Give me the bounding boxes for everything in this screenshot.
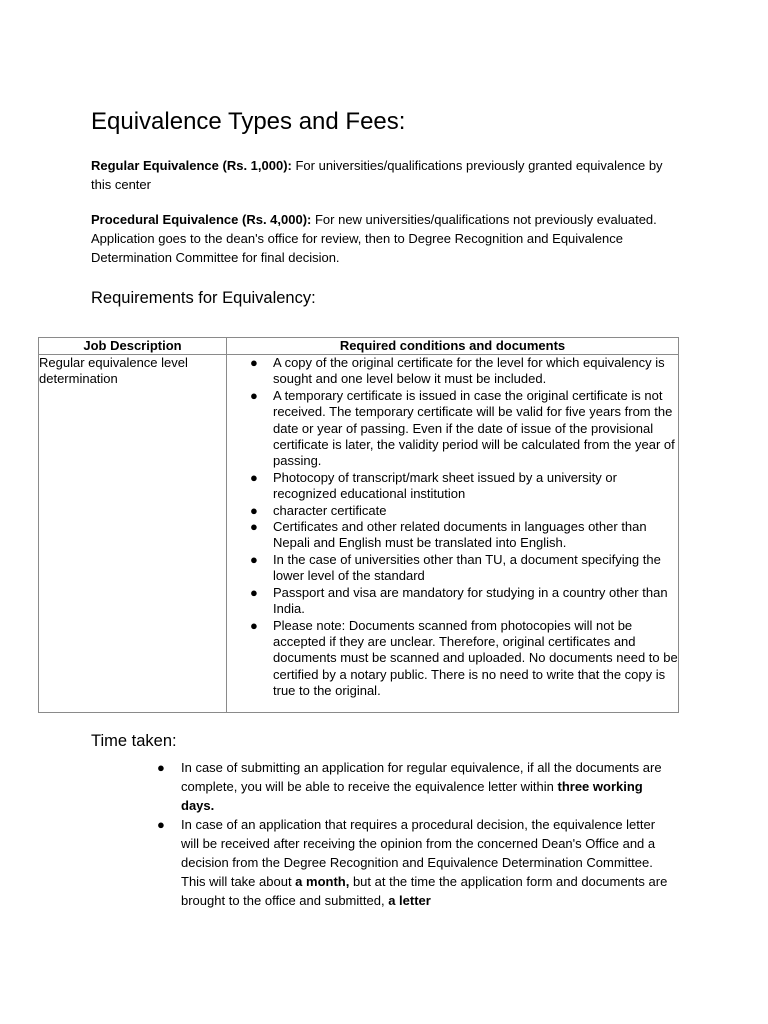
condition-text: Certificates and other related documents in languages other than Nepali and English must be translated into English. (273, 519, 647, 551)
requirements-table (38, 337, 679, 713)
list-item (227, 585, 678, 618)
bullet-icon: ● (250, 584, 258, 600)
requirements-heading: Requirements for Equivalency: (91, 289, 316, 307)
time-item-bold: a month, (295, 874, 350, 889)
time-taken-list (91, 758, 676, 910)
time-item-bold: three working days. (181, 779, 643, 813)
list-item (227, 470, 678, 503)
bullet-icon: ● (157, 817, 165, 832)
regular-equivalence-text: For universities/qualifications previously granted equivalence by this center (91, 158, 663, 192)
bullet-icon: ● (250, 551, 258, 567)
procedural-equivalence-text: For new universities/qualifications not previously evaluated. Application goes to the dean's office for review, then to Degree Recognition and Equivalence Determination Committee for final decision. (91, 212, 657, 265)
list-item (227, 552, 678, 585)
regular-equivalence-paragraph (91, 156, 671, 194)
list-item (227, 503, 678, 519)
condition-text: character certificate (273, 502, 387, 518)
time-item-bold-continued: a letter (388, 893, 431, 908)
bullet-icon: ● (157, 760, 165, 775)
table-row (39, 355, 679, 713)
bullet-icon: ● (250, 502, 258, 518)
conditions-list (227, 355, 678, 700)
table-header-row (39, 338, 679, 355)
list-item (227, 388, 678, 470)
list-item (227, 519, 678, 552)
condition-text: A temporary certificate is issued in case the original certificate is not received. The temporary certificate will be valid for five years from the date or year of passing. Even if the date of issue of the provisional certificate is later, the validity period will be calculated from the year of passing. (273, 387, 675, 469)
time-taken-heading: Time taken: (91, 732, 177, 750)
regular-equivalence-label: Regular Equivalence (Rs. 1,000): (91, 158, 292, 173)
list-item (91, 758, 676, 815)
page-title: Equivalence Types and Fees: (91, 108, 406, 135)
list-item (227, 618, 678, 700)
procedural-equivalence-paragraph (91, 210, 671, 267)
table-header-required-conditions: Required conditions and documents (227, 338, 679, 355)
job-description-cell: Regular equivalence level determination (39, 355, 227, 713)
conditions-cell (227, 355, 679, 713)
time-item-text-continued: but at the time the application form and documents are brought to the office and submitted, (181, 874, 668, 908)
bullet-icon: ● (250, 469, 258, 485)
bullet-icon: ● (250, 387, 258, 403)
condition-text: A copy of the original certificate for the level for which equivalency is sought and one level below it must be included. (273, 355, 665, 387)
time-item-text: In case of an application that requires a procedural decision, the equivalence letter will be received after receiving the opinion from the concerned Dean's Office and a decision from the Degree Recognition and Equivalence Determination Committee. This will take about (181, 817, 656, 889)
list-item (227, 355, 678, 388)
time-item-text: In case of submitting an application for regular equivalence, if all the documents are complete, you will be able to receive the equivalence letter within (181, 760, 662, 794)
table-header-job-description: Job Description (39, 338, 227, 355)
bullet-icon: ● (250, 617, 258, 633)
list-item (91, 815, 676, 910)
procedural-equivalence-label: Procedural Equivalence (Rs. 4,000): (91, 212, 312, 227)
condition-text: Passport and visa are mandatory for studying in a country other than India. (273, 584, 668, 617)
condition-text: Photocopy of transcript/mark sheet issued by a university or recognized educational institution (273, 469, 617, 502)
bullet-icon: ● (250, 355, 258, 370)
condition-text: Please note: Documents scanned from photocopies will not be accepted if they are unclear. Therefore, original certificates and documents must be scanned and uploaded. No documents need to be certified by a notary public. There is no need to write that the copy is true to the original. (273, 617, 678, 699)
bullet-icon: ● (250, 519, 258, 535)
condition-text: In the case of universities other than TU, a document specifying the lower level of the standard (273, 551, 661, 584)
